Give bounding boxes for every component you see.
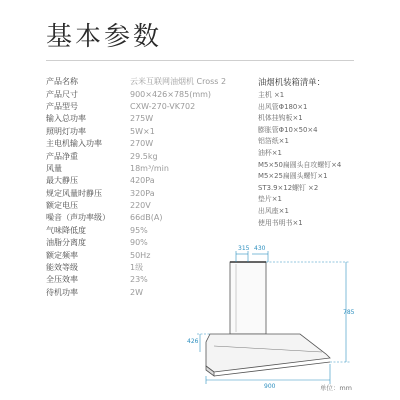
spec-label: 风量 — [46, 163, 62, 173]
spec-row — [46, 76, 256, 88]
spec-row — [46, 262, 256, 274]
spec-value: 66dB(A) — [130, 213, 163, 223]
packing-list — [258, 76, 368, 229]
dim-label-315: 315 — [238, 245, 250, 252]
hood-front-edge — [206, 366, 214, 376]
spec-value: 29.5kg — [130, 151, 158, 161]
packing-list-item: 使用书明书×1 — [258, 218, 303, 227]
spec-row — [46, 138, 256, 150]
spec-row — [46, 249, 256, 261]
packing-list-item: 膨胀管Φ10×50×4 — [258, 125, 318, 134]
spec-row — [46, 287, 256, 299]
packing-list-item: ST3.9×12螺钉 ×2 — [258, 183, 319, 192]
spec-value: 23% — [130, 275, 148, 285]
spec-value: CXW-270-VK702 — [130, 101, 196, 111]
spec-label: 产品尺寸 — [46, 89, 78, 99]
spec-row — [46, 200, 256, 212]
spec-label: 产品名称 — [46, 77, 78, 87]
spec-label: 额定电压 — [46, 201, 78, 211]
hood-body — [206, 334, 330, 372]
spec-row — [46, 88, 256, 100]
spec-label: 油脂分离度 — [46, 238, 86, 248]
spec-value: 320Pa — [130, 188, 155, 198]
spec-label: 主电机输入功率 — [46, 139, 102, 149]
spec-row — [46, 163, 256, 175]
dim-label-426: 426 — [187, 338, 199, 345]
spec-table — [46, 76, 256, 299]
spec-value: 275W — [130, 114, 154, 124]
spec-value: 18m³/min — [130, 163, 169, 173]
spec-value: 270W — [130, 139, 154, 149]
spec-row — [46, 274, 256, 286]
packing-list-item: M5×50扁圆头自攻螺钉×4 — [258, 160, 342, 169]
spec-row — [46, 225, 256, 237]
spec-value: 5W×1 — [130, 126, 155, 136]
hood-bottom-edge — [214, 362, 330, 376]
title-divider — [46, 60, 354, 61]
spec-label: 规定风量时静压 — [46, 188, 102, 198]
spec-row — [46, 113, 256, 125]
spec-value: 90% — [130, 238, 148, 248]
dim-label-430: 430 — [254, 245, 266, 252]
spec-value: 95% — [130, 225, 148, 235]
packing-list-item: 主机 ×1 — [258, 91, 285, 99]
spec-label: 输入总功率 — [46, 114, 86, 124]
spec-label: 额定频率 — [46, 250, 78, 260]
packing-list-item: 铝箔纸×1 — [258, 137, 289, 146]
spec-label: 气味降低度 — [46, 225, 86, 235]
spec-value: 220V — [130, 201, 151, 211]
packing-list-item: 垫片×1 — [258, 195, 282, 204]
spec-row — [46, 101, 256, 113]
packing-list-item: M5×25扁圆头螺钉×1 — [258, 172, 328, 181]
packing-list-item: 出风座×1 — [258, 206, 289, 215]
spec-value: 420Pa — [130, 176, 155, 186]
dim-label-900: 900 — [264, 383, 276, 390]
spec-value: 900×426×785(mm) — [130, 89, 212, 99]
spec-label: 产品型号 — [46, 101, 78, 111]
packing-list-title: 油烟机装箱清单： — [258, 77, 325, 87]
spec-label: 能效等级 — [46, 263, 78, 273]
spec-label: 产品净重 — [46, 151, 78, 161]
spec-value: 云米互联网油烟机 Cross 2 — [130, 77, 227, 87]
spec-row — [46, 175, 256, 187]
spec-row — [46, 237, 256, 249]
spec-value: 2W — [130, 287, 143, 297]
spec-label: 噪音（声功率级） — [46, 213, 110, 223]
packing-list-item: 机体挂钩板×1 — [258, 114, 303, 123]
packing-list-item: 出风管Φ180×1 — [258, 102, 308, 111]
spec-value: 1级 — [130, 263, 144, 273]
spec-row — [46, 212, 256, 224]
packing-list-item: 油杯×1 — [258, 148, 282, 157]
spec-label: 照明灯功率 — [46, 126, 86, 136]
unit-label: 单位：mm — [319, 384, 352, 392]
spec-row — [46, 188, 256, 200]
dim-label-785: 785 — [343, 309, 355, 316]
hood-panel-line — [214, 346, 322, 352]
spec-label: 最大静压 — [46, 176, 78, 186]
spec-row — [46, 126, 256, 138]
spec-label: 待机功率 — [46, 287, 78, 297]
spec-value: 50Hz — [130, 250, 151, 260]
page-title: 基本参数 — [46, 22, 163, 52]
spec-row — [46, 150, 256, 162]
spec-label: 全压效率 — [46, 275, 78, 285]
